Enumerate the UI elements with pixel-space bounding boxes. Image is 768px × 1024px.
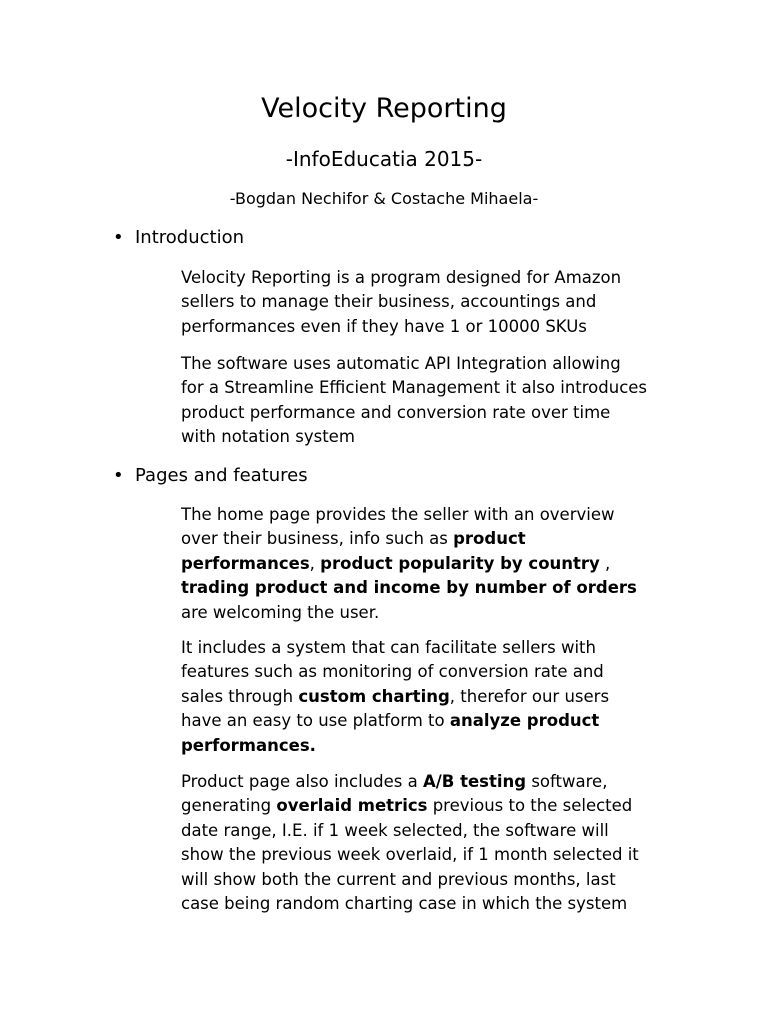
text-run: are welcoming the user. bbox=[181, 602, 380, 622]
text-run: , bbox=[309, 553, 321, 573]
document-authors: -Bogdan Nechifor & Costache Mihaela- bbox=[229, 189, 539, 208]
text-run: Velocity Reporting is a program designed for Amazon sellers to manage their business, accountings and performances even if they have 1 or 10000 SKUs bbox=[181, 268, 622, 336]
paragraph bbox=[181, 770, 701, 916]
text-run: previous to the selected date range, I.E. if 1 week selected, the software will show the previous week overlaid, if 1 month selected it will show both the current and previous months, last case being random charting case in which the system bbox=[181, 796, 639, 914]
text-run: , therefor our users have an easy to use platform to bbox=[181, 686, 610, 731]
bold-text: analyze product performances. bbox=[181, 711, 600, 755]
bold-text: product popularity by country bbox=[320, 553, 600, 573]
document-subtitle: -InfoEducatia 2015- bbox=[285, 147, 483, 171]
text-run: software, generating bbox=[181, 772, 608, 816]
text-run: The home page provides the seller with an overview over their business, info such as bbox=[181, 505, 615, 549]
bullet-icon: • bbox=[113, 465, 124, 486]
bold-text: overlaid metrics bbox=[276, 796, 428, 816]
text-run: The software uses automatic API Integration allowing for a Streamline Efficient Management it also introduces product performance and conversion rate over time with notation system bbox=[181, 354, 648, 447]
paragraph bbox=[181, 636, 701, 758]
paragraph bbox=[181, 503, 701, 625]
text-run: Product page also includes a bbox=[181, 772, 423, 791]
bullet-icon: • bbox=[113, 227, 124, 248]
text-run: It includes a system that can facilitate sellers with features such as monitoring of conversion rate and sales through bbox=[181, 638, 604, 706]
document-title: Velocity Reporting bbox=[261, 93, 507, 124]
bold-text: custom charting bbox=[298, 686, 450, 706]
section-heading-label: Pages and features bbox=[135, 465, 308, 486]
bold-text: trading product and income by number of orders bbox=[181, 578, 637, 598]
text-run: , bbox=[605, 553, 611, 573]
bold-text: product performances bbox=[181, 529, 526, 573]
paragraph bbox=[181, 266, 701, 339]
bold-text: A/B testing bbox=[422, 772, 527, 791]
paragraph bbox=[181, 352, 701, 450]
section-heading-label: Introduction bbox=[135, 227, 245, 248]
